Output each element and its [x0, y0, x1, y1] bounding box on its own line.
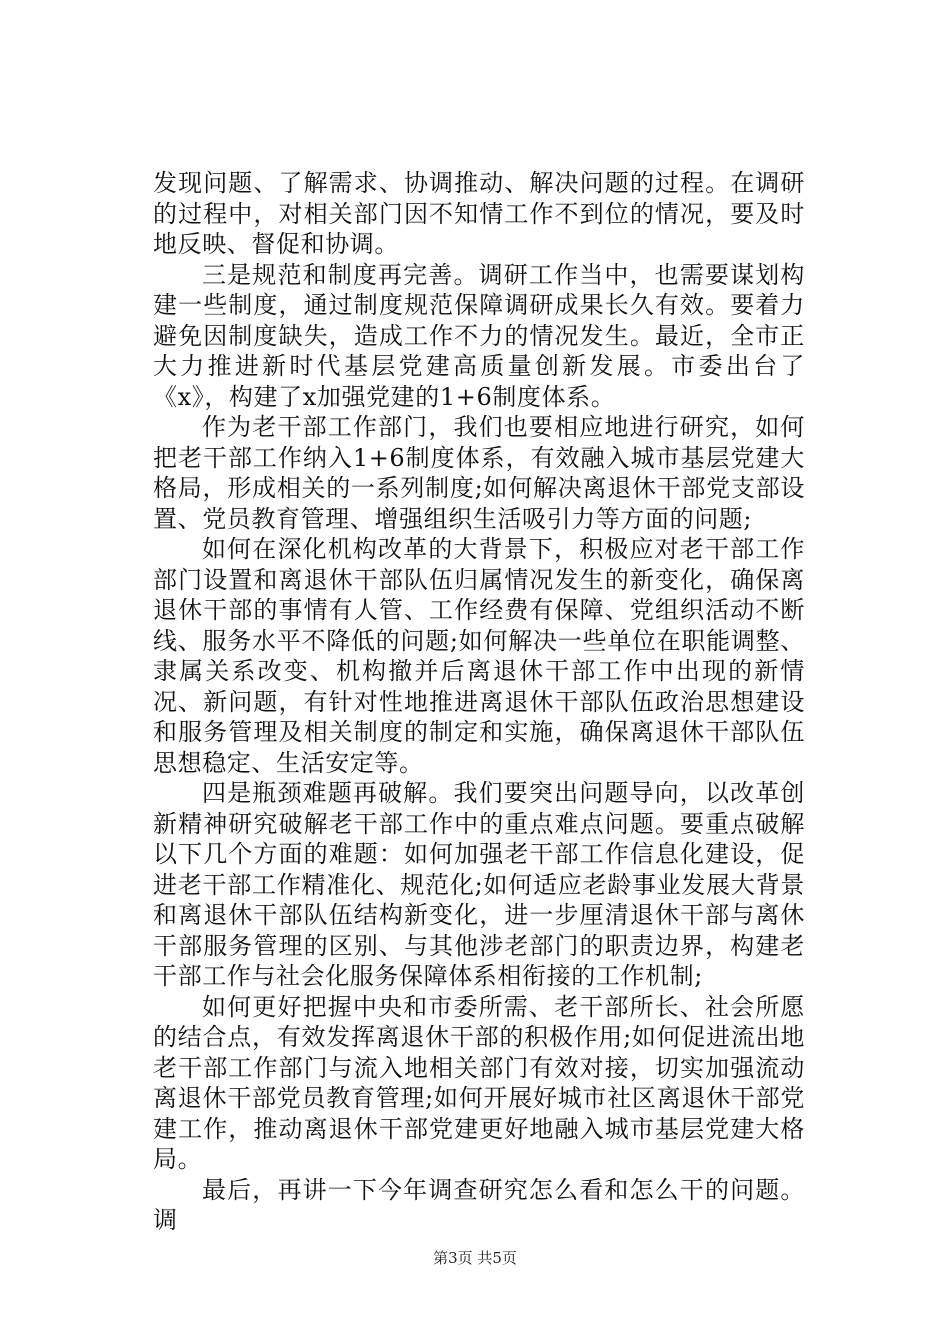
document-body — [153, 168, 805, 1236]
paragraph-7: 最后，再讲一下今年调查研究怎么看和怎么干的问题。调 — [153, 1175, 805, 1234]
paragraph-6: 如何更好把握中央和市委所需、老干部所长、社会所愿的结合点，有效发挥离退休干部的积极作用;如何促进流出地老干部工作部门与流入地相关部门有效对接，切实加强流动离退休干部党员教育管理;如何开展好城市社区离退休干部党建工作，推动离退休干部党建更好地融入城市基层党建大格局。 — [153, 992, 805, 1173]
page-total: 共5页 — [477, 1249, 517, 1267]
page-footer — [0, 1248, 950, 1268]
paragraph-4: 如何在深化机构改革的大背景下，积极应对老干部工作部门设置和离退休干部队伍归属情况发生的新变化，确保离退休干部的事情有人管、工作经费有保障、党组织活动不断线、服务水平不降低的问题;如何解决一些单位在职能调整、隶属关系改变、机构撤并后离退休干部工作中出现的新情况、新问题，有针对性地推进离退休干部队伍政治思想建设和服务管理及相关制度的制定和实施，确保离退休干部队伍思想稳定、生活安定等。 — [153, 535, 805, 777]
paragraph-2: 三是规范和制度再完善。调研工作当中，也需要谋划构建一些制度，通过制度规范保障调研成果长久有效。要着力避免因制度缺失，造成工作不力的情况发生。最近，全市正大力推进新时代基层党建高质量创新发展。市委出台了《x》，构建了x加强党建的1+6制度体系。 — [153, 260, 805, 411]
paragraph-3: 作为老干部工作部门，我们也要相应地进行研究，如何把老干部工作纳入1+6制度体系，有效融入城市基层党建大格局，形成相关的一系列制度;如何解决离退休干部党支部设置、党员教育管理、增强组织生活吸引力等方面的问题; — [153, 413, 805, 533]
paragraph-5: 四是瓶颈难题再破解。我们要突出问题导向，以改革创新精神研究破解老干部工作中的重点难点问题。要重点破解以下几个方面的难题：如何加强老干部工作信息化建设，促进老干部工作精准化、规范化;如何适应老龄事业发展大背景和离退休干部队伍结构新变化，进一步厘清退休干部与离休干部服务管理的区别、与其他涉老部门的职责边界，构建老干部工作与社会化服务保障体系相衔接的工作机制; — [153, 779, 805, 990]
page-number: 第3页 — [433, 1249, 473, 1267]
paragraph-1: 发现问题、了解需求、协调推动、解决问题的过程。在调研的过程中，对相关部门因不知情工作不到位的情况，要及时地反映、督促和协调。 — [153, 169, 805, 258]
